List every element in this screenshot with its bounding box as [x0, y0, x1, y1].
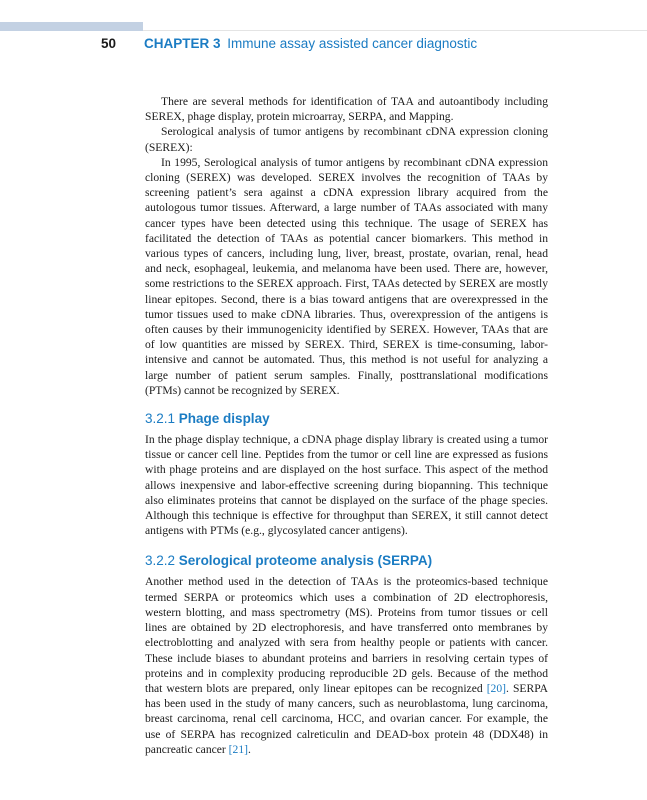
serpa-paragraph: [145, 574, 548, 756]
page-body: [145, 94, 548, 757]
chapter-title: Immune assay assisted cancer diagnostic: [227, 36, 478, 51]
section-heading-serpa: [145, 552, 548, 569]
section-title: Phage display: [178, 411, 270, 427]
section-number: 3.2.2: [145, 553, 176, 569]
page-number: 50: [101, 36, 117, 51]
serpa-text-b: . SERPA has been used in the study of many cancers, such as neuroblastoma, lung carcinoma, breast carcinoma, renal cell carcinoma, HCC, and ovarian cancer. For example, the use of SERPA has recognized calreticulin and DEAD-box protein 48 (DDX48) in pancreatic cancer: [145, 681, 548, 756]
section-title: Serological proteome analysis (SERPA): [178, 553, 433, 569]
phage-display-paragraph: In the phage display technique, a cDNA phage display library is created using a tumor tissue or cancer cell line. Peptides from the tumor or cell line are expressed as fusions with phage proteins and are displayed on the host surface. This aspect of the method allows inexpensive and labor-effective screening during biopanning. This technique also eliminates proteins that cannot be displayed on the surface of the phage species. Although this technique is effective for throughput than SEREX, it still cannot detect antigens with PTMs (e.g., glycosylated cancer antigens).: [145, 433, 548, 538]
intro-paragraph: There are several methods for identification of TAA and autoantibody including SEREX, phage display, protein microarray, SERPA, and Mapping.: [145, 95, 548, 124]
section-number: 3.2.1: [145, 411, 176, 427]
running-header: [101, 35, 477, 53]
header-rule: [143, 30, 647, 31]
citation-link-20[interactable]: [20]: [486, 681, 507, 695]
chapter-label: CHAPTER 3: [144, 36, 221, 51]
header-accent-bar: [0, 22, 143, 31]
serpa-text-c: .: [248, 742, 251, 756]
serpa-text-a: Another method used in the detection of TAAs is the proteomics-based technique termed SERPA or proteomics which uses a combination of 2D electrophoresis, western blotting, and mass spectrometry (MS). Proteins from tumor tissues or cell lines are obtained by 2D electrophoresis, and have transferred onto membranes by electroblotting and analyzed with sera from healthy people or patients with cancer. These include biases to abundant proteins and barriers in resolving certain types of proteins and in complexity producing reproducible 2D gels. Because of the method that western blots are prepared, only linear epitopes can be recognized: [145, 575, 548, 695]
serex-heading-paragraph: Serological analysis of tumor antigens by recombinant cDNA expression cloning (SEREX):: [145, 125, 548, 154]
section-heading-phage-display: [145, 410, 548, 427]
serex-paragraph: In 1995, Serological analysis of tumor antigens by recombinant cDNA expression cloning (SEREX) was developed. SEREX involves the recognition of TAAs by screening patient’s sera against a cDNA expression library acquired from the autologous tumor tissues. Afterward, a large number of TAAs associated with many cancer types have been detected using this technique. The usage of SEREX has facilitated the detection of TAAs as potential cancer biomarkers. This method in various types of cancers, including lung, liver, breast, prostate, ovarian, renal, head and neck, esophageal, leukemia, and melanoma have been used. There are, however, some restrictions to the SEREX approach. First, TAAs detected by SEREX are mostly linear epitopes. Second, there is a bias toward antigens that are overexpressed in the tumor tissues used to make cDNA libraries. Thus, overexpression of the antigens is often causes by their immunogenicity identified by SEREX. However, TAAs that are of low quantities are missed by SEREX. Third, SEREX is time-consuming, labor-intensive and cannot be automated. Thus, this method is not useful for analyzing a large number of patient serum samples. Finally, posttranslational modifications (PTMs) cannot be recognized by SEREX.: [145, 155, 548, 397]
citation-link-21[interactable]: [21]: [228, 742, 248, 756]
